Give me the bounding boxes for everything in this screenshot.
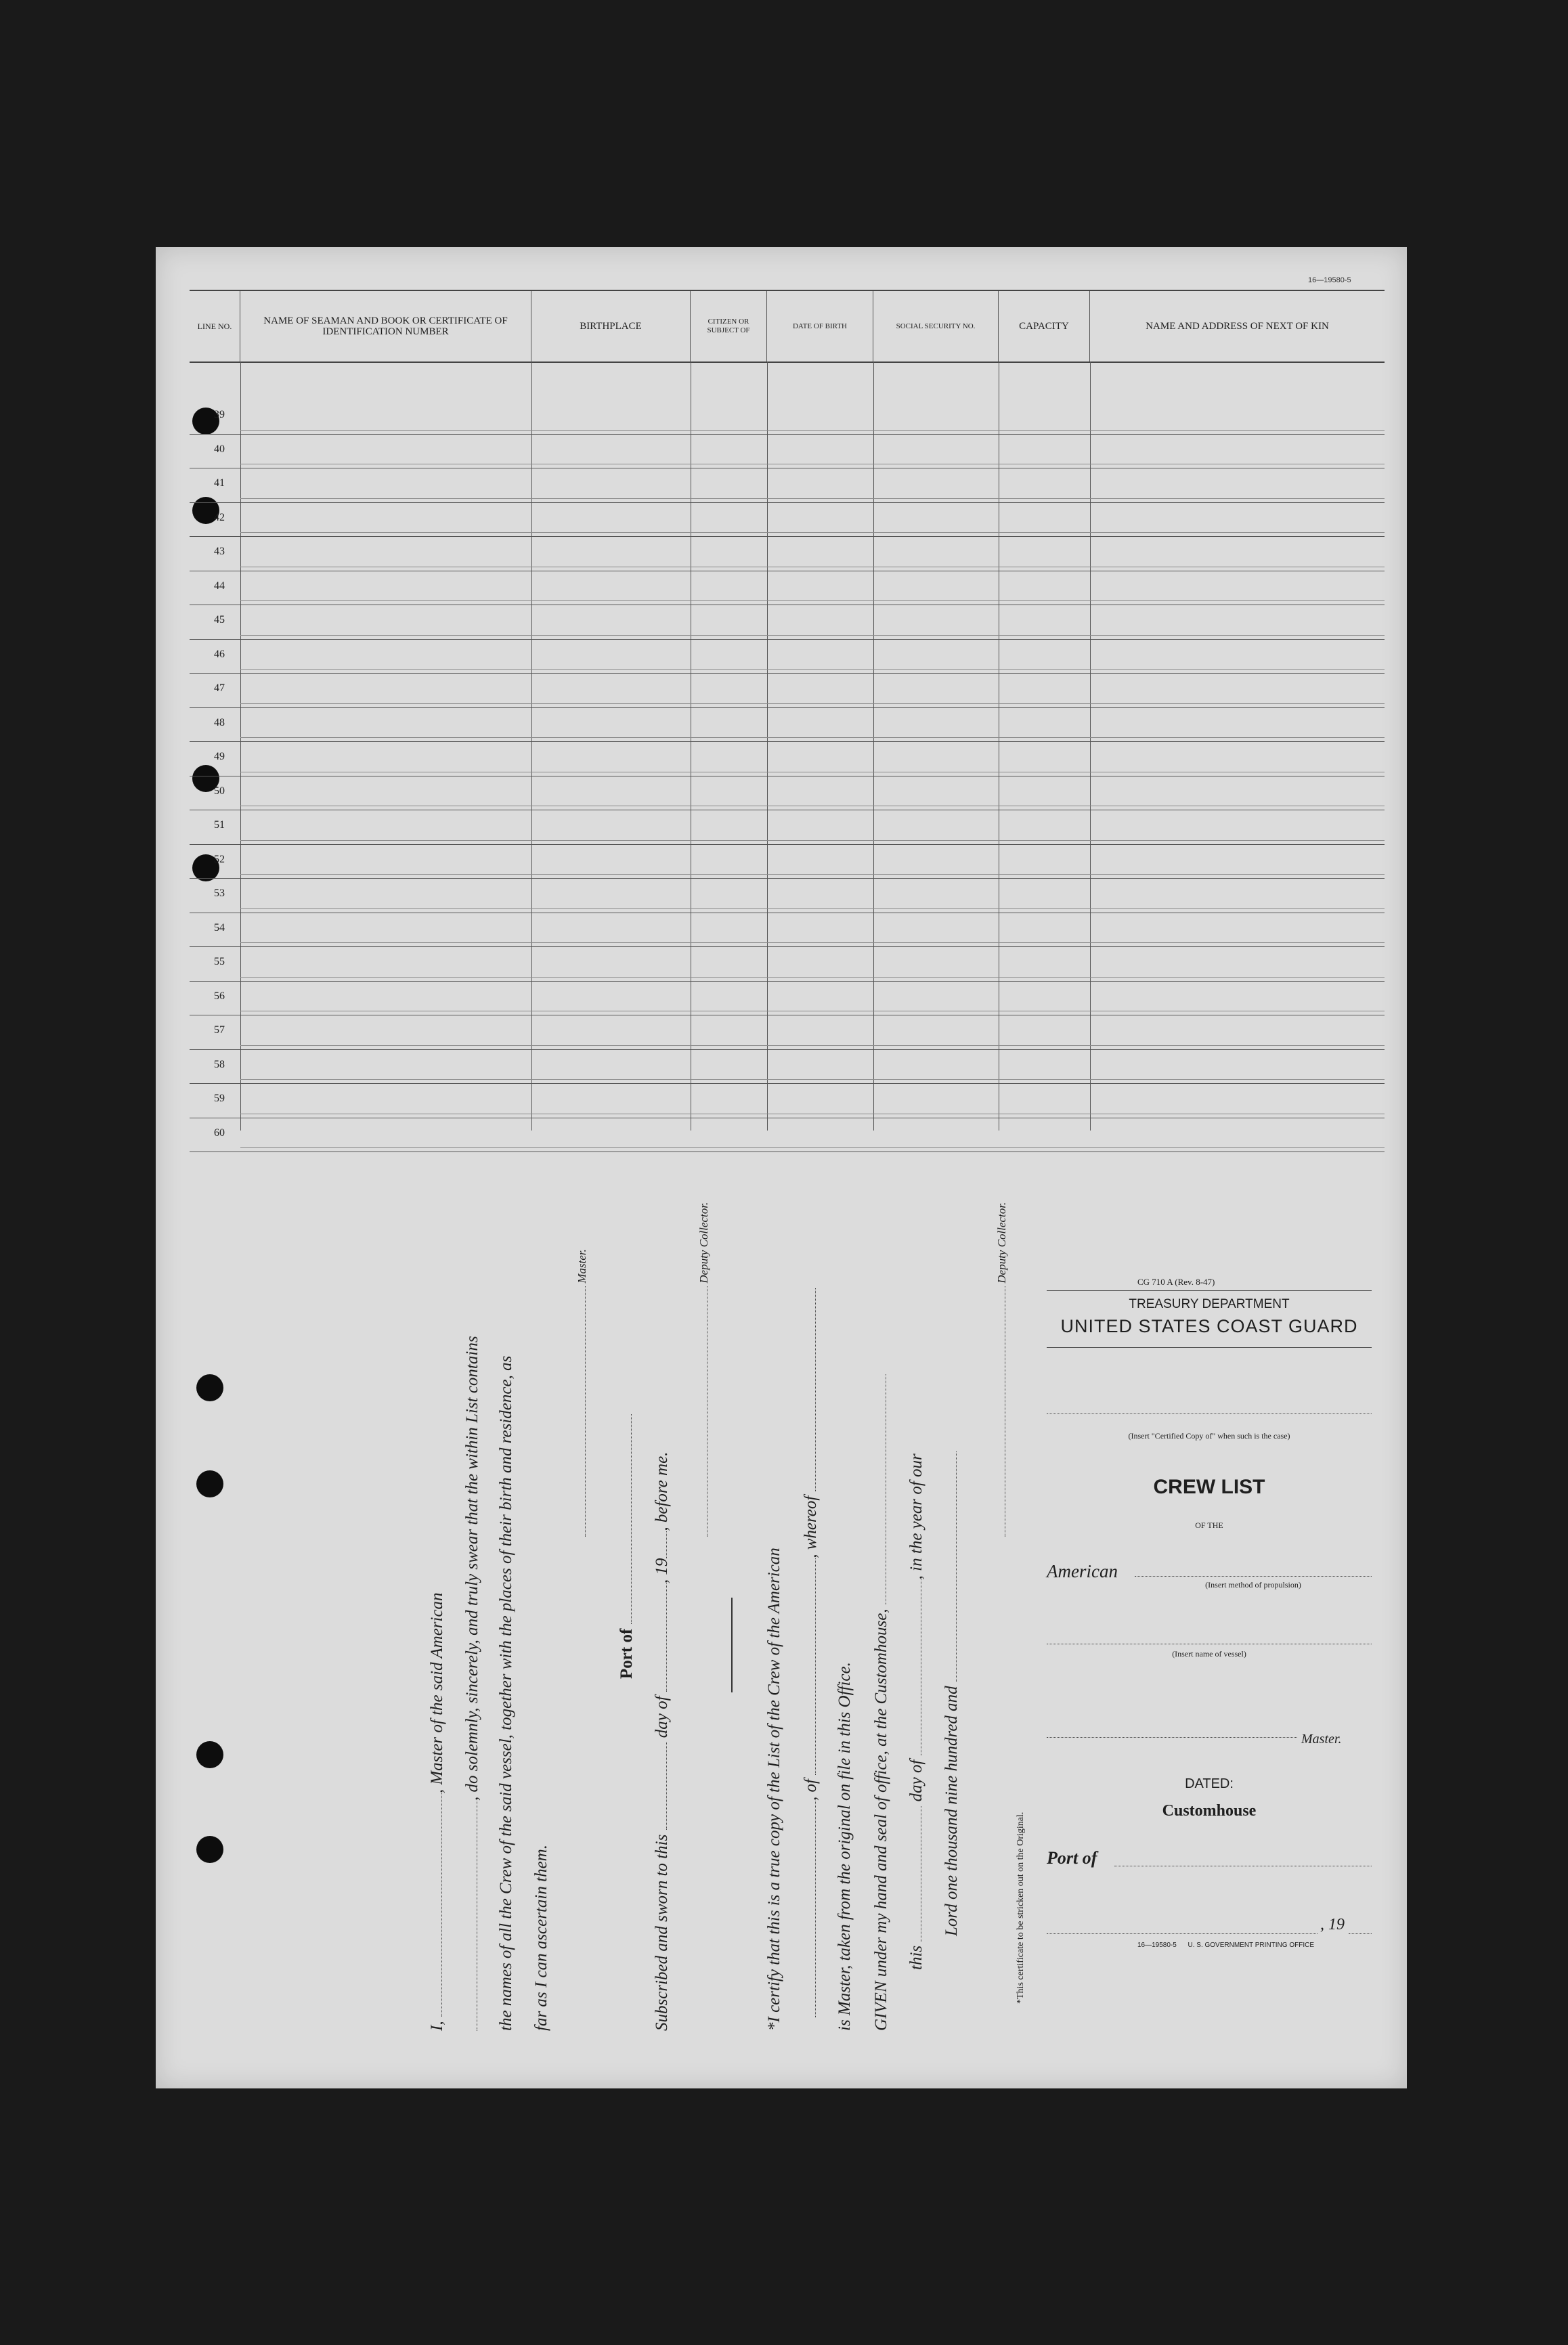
table-row [190, 434, 1385, 435]
header-line-no [190, 291, 240, 361]
line-number: 44 [214, 579, 225, 592]
of-the: OF THE [1195, 1520, 1223, 1530]
subscribed-day-of: day of [653, 1696, 671, 1738]
table-row [190, 639, 1385, 640]
treasury-department: TREASURY DEPARTMENT [1129, 1297, 1290, 1311]
table-row-subrule [240, 942, 1385, 943]
table-row-subrule [240, 977, 1385, 978]
oath-swear: , do solemnly, sincerely, and truly swear that the within List contains [463, 1336, 481, 1801]
subscribed-day-blank [651, 1742, 667, 1830]
master-cover-blank [1047, 1737, 1297, 1738]
deputy-collector-line [692, 1202, 711, 1537]
table-row [190, 673, 1385, 674]
line-number: 59 [214, 1093, 225, 1104]
this-year-of-our: , in the year of our [907, 1453, 925, 1580]
header-capacity [999, 291, 1090, 361]
table-row-subrule [240, 737, 1385, 738]
table-row [190, 946, 1385, 947]
this-day-of: day of [907, 1759, 925, 1802]
header-citizen [691, 291, 767, 361]
table-row-subrule [240, 1045, 1385, 1046]
oath-line-3 [497, 1356, 516, 2031]
table-row-subrule [240, 1079, 1385, 1080]
cover-rule-top [1047, 1290, 1372, 1291]
port-of-cover-label: Port of [1047, 1848, 1097, 1868]
line-number: 39 [214, 409, 225, 420]
header-seaman-name-text: NAME OF SEAMAN AND BOOK OR CERTIFICATE OF IDENTIFICATION NUMBER [263, 315, 508, 337]
header-date-of-birth-text: DATE OF BIRTH [792, 322, 847, 330]
table-row-subrule [240, 908, 1385, 909]
oath-line-4 [532, 1845, 551, 2031]
deputy-collector-blank [692, 1286, 707, 1537]
form-number: CG 710 A (Rev. 8-47) [1137, 1277, 1215, 1287]
subscribed-year-prefix: , 19 [653, 1558, 671, 1584]
line-number: 50 [214, 785, 225, 797]
header-capacity-text: CAPACITY [1019, 321, 1069, 332]
port-of-line [616, 1414, 636, 1679]
oath-master-of: , Master of the said American [428, 1592, 446, 1794]
oath-crew-names: the names of all the Crew of the said vessel, together with the places of their birth and residence, as [497, 1355, 515, 2031]
table-row [190, 844, 1385, 845]
line-number: 41 [214, 477, 225, 489]
table-row-subrule [240, 1147, 1385, 1148]
table-row-subrule [240, 498, 1385, 499]
coast-guard: UNITED STATES COAST GUARD [1060, 1316, 1358, 1336]
divider-rule [731, 1598, 733, 1692]
master-signature-line [570, 1249, 589, 1537]
cover-rule-bottom [1047, 1347, 1372, 1348]
propulsion-blank [1135, 1576, 1372, 1577]
line-number: 55 [214, 956, 225, 967]
table-row [190, 707, 1385, 708]
certify-whereof: , whereof [802, 1495, 820, 1558]
crew-table [190, 290, 1385, 1139]
header-citizen-text: CITIZEN OR SUBJECT OF [707, 317, 750, 334]
punch-hole [196, 1470, 223, 1497]
header-social-security [873, 291, 999, 361]
line-number: 43 [214, 546, 225, 557]
certify-of: , of [802, 1779, 820, 1801]
subscribed-year-blank [651, 1531, 667, 1558]
customhouse-label: Customhouse [1162, 1802, 1257, 1820]
port-blank [616, 1414, 632, 1624]
vessel-name-blank [462, 1801, 477, 2031]
lord-year-blank [941, 1451, 957, 1682]
customhouse-blank [871, 1374, 886, 1604]
certify-text: *I certify that this is a true copy of the List of the Crew of the American [765, 1548, 783, 2031]
deputy-collector-blank-2 [990, 1286, 1005, 1537]
master-cover-label: Master. [1301, 1732, 1342, 1747]
lord-line [941, 1451, 961, 1936]
table-row [190, 502, 1385, 503]
table-row-subrule [240, 669, 1385, 670]
footnote-text: *This certificate to be stricken out on the Original. [1016, 1812, 1026, 2004]
header-seaman-name [240, 291, 531, 361]
master-signature-blank [570, 1286, 586, 1537]
line-number: 58 [214, 1058, 225, 1070]
table-row-subrule [240, 874, 1385, 875]
form-code-top: 16—19580-5 [1308, 276, 1351, 284]
printing-office-footer: 16—19580-5 U. S. GOVERNMENT PRINTING OFFICE [1137, 1942, 1314, 1949]
deputy-collector-line-2 [990, 1202, 1009, 1537]
master-name-blank [427, 1793, 442, 2017]
certify-vessel-blank [800, 1801, 816, 2017]
oath-i: I, [428, 2021, 446, 2031]
certify-is-master: is Master, taken from the original on file in this Office. [835, 1662, 854, 2031]
this-text: this [907, 1945, 925, 1970]
date-cover-blank [1047, 1933, 1317, 1934]
insert-vessel-note: (Insert name of vessel) [1172, 1649, 1246, 1659]
line-number: 49 [214, 751, 225, 762]
deputy-collector-label-2: Deputy Collector. [995, 1202, 1008, 1284]
subscribed-line [651, 1452, 672, 2031]
table-row-subrule [240, 600, 1385, 601]
table-row [190, 741, 1385, 742]
master-signature-label: Master. [575, 1249, 588, 1284]
table-row-subrule [240, 430, 1385, 431]
this-day-blank [906, 1806, 921, 1942]
subscribed-month-blank [651, 1583, 667, 1692]
oath-ascertain: far as I can ascertain them. [532, 1845, 550, 2031]
line-number: 45 [214, 614, 225, 626]
port-of-label: Port of [617, 1628, 636, 1679]
american-label: American [1047, 1561, 1118, 1581]
table-row-subrule [240, 840, 1385, 841]
line-number: 40 [214, 443, 225, 455]
oath-line-1 [427, 1592, 447, 2031]
line-number: 46 [214, 648, 225, 660]
line-number: 48 [214, 716, 225, 728]
table-row [190, 878, 1385, 879]
header-line-no-text: LINE NO. [197, 322, 232, 331]
header-social-security-text: SOCIAL SECURITY NO. [896, 322, 976, 330]
insert-propulsion-note: (Insert method of propulsion) [1205, 1580, 1301, 1590]
line-number: 51 [214, 819, 225, 831]
year-cover-label: , 19 [1320, 1916, 1345, 1933]
certify-port-blank [800, 1558, 816, 1775]
line-number: 42 [214, 511, 225, 523]
subscribed-text: Subscribed and sworn to this [653, 1834, 671, 2031]
crew-list-title: CREW LIST [1153, 1476, 1265, 1498]
header-birthplace-text: BIRTHPLACE [580, 321, 642, 332]
insert-certified-note: (Insert "Certified Copy of" when such is the case) [1128, 1431, 1290, 1441]
header-next-of-kin-text: NAME AND ADDRESS OF NEXT OF KIN [1146, 321, 1329, 332]
table-row [190, 1049, 1385, 1050]
table-row [190, 1083, 1385, 1084]
line-number: 56 [214, 990, 225, 1002]
punch-hole [196, 1374, 223, 1401]
line-number: 52 [214, 853, 225, 865]
deputy-collector-label: Deputy Collector. [697, 1202, 710, 1284]
this-month-blank [906, 1579, 921, 1755]
punch-hole [196, 1741, 223, 1768]
punch-hole [196, 1836, 223, 1863]
line-number: 54 [214, 921, 225, 934]
certified-copy-blank [1047, 1413, 1372, 1414]
certify-line [765, 1548, 784, 2031]
header-date-of-birth [767, 291, 873, 361]
certify-of-line [800, 1288, 821, 2017]
oath-line-2 [462, 1336, 482, 2031]
line-number: 60 [214, 1126, 225, 1139]
certify-master-line [835, 1662, 854, 2031]
table-row-subrule [240, 635, 1385, 636]
dated-label: DATED: [1185, 1776, 1234, 1791]
certify-master-blank [800, 1288, 816, 1491]
lord-text: Lord one thousand nine hundred and [942, 1686, 961, 1936]
table-row [190, 536, 1385, 537]
this-day-line [906, 1453, 926, 1970]
line-number: 57 [214, 1024, 225, 1036]
table-row [190, 981, 1385, 982]
master-oath-certificate [413, 1158, 1144, 2031]
header-birthplace [531, 291, 691, 361]
line-number: 53 [214, 887, 225, 899]
footnote-line [1016, 1812, 1026, 2004]
given-line [871, 1374, 891, 2031]
header-next-of-kin [1090, 291, 1385, 361]
given-text: GIVEN under my hand and seal of office, at the Customhouse, [872, 1608, 890, 2031]
line-number: 47 [214, 682, 225, 694]
header-rule [190, 361, 1385, 363]
table-row-subrule [240, 703, 1385, 704]
subscribed-before-me: , before me. [653, 1451, 671, 1531]
table-row-subrule [240, 532, 1385, 533]
year-cover-blank [1349, 1933, 1372, 1934]
